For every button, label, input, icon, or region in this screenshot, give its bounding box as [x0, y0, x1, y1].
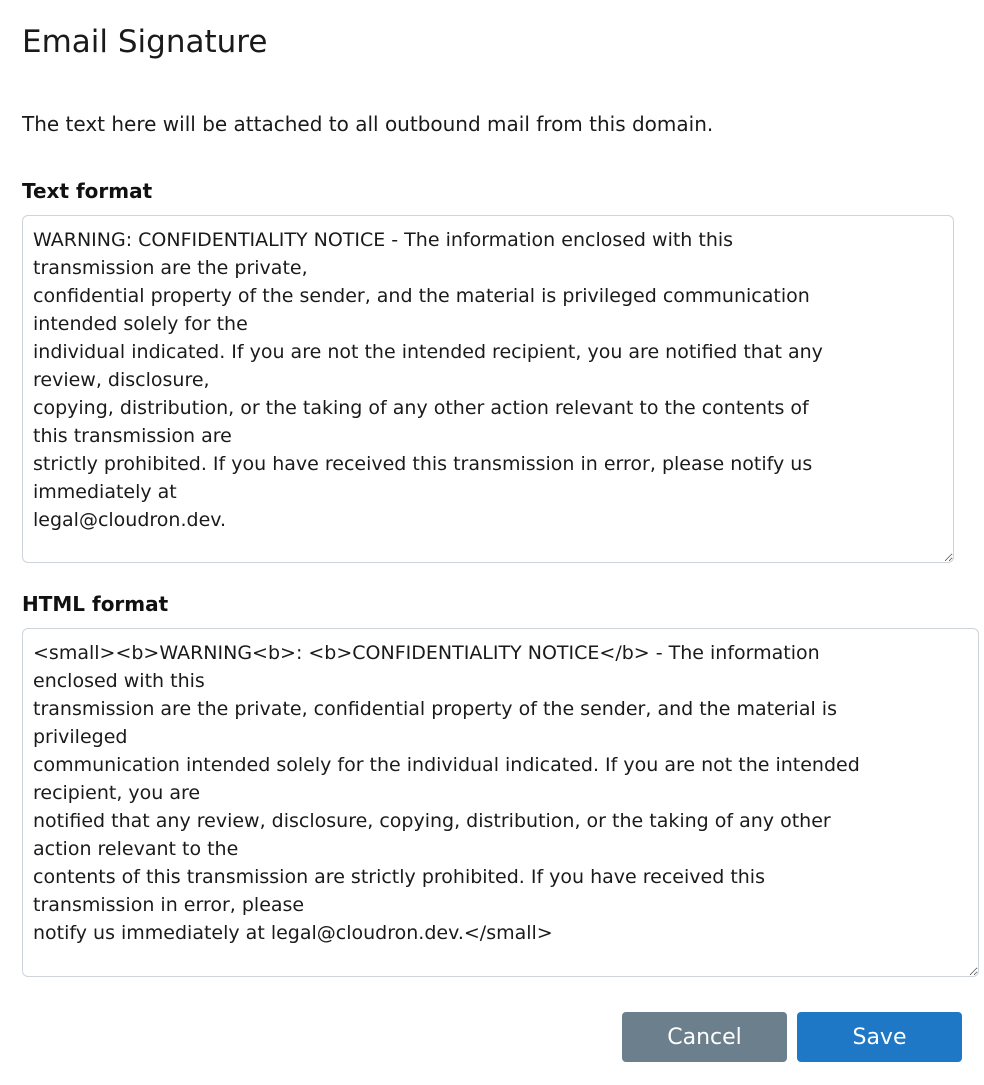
dialog-description: The text here will be attached to all outbound mail from this domain.	[22, 112, 714, 136]
html-format-textarea[interactable]	[22, 628, 979, 977]
html-format-label: HTML format	[22, 592, 169, 616]
text-format-textarea[interactable]	[22, 215, 954, 563]
text-format-label: Text format	[22, 179, 153, 203]
dialog-title: Email Signature	[22, 24, 268, 60]
cancel-button[interactable]: Cancel	[622, 1012, 787, 1062]
save-button[interactable]: Save	[797, 1012, 962, 1062]
